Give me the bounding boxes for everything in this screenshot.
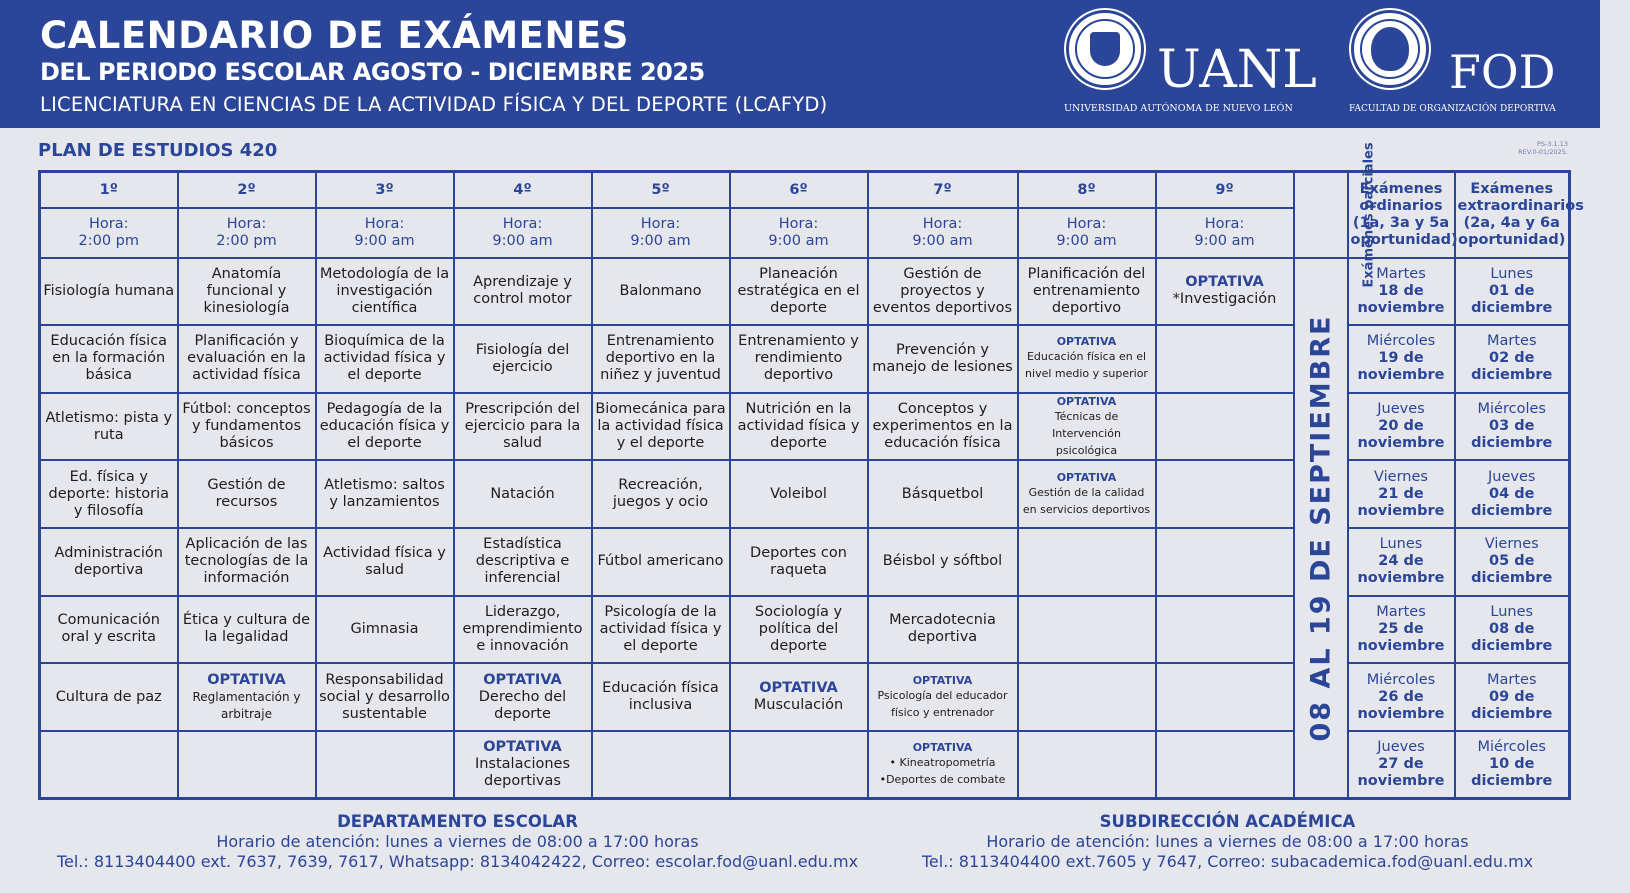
extraordinary-exam-date [1455, 596, 1570, 664]
subject-cell [40, 325, 178, 393]
exam-day: Miércoles [1477, 401, 1546, 418]
uanl-logo-subtitle: UNIVERSIDAD AUTÓNOMA DE NUEVO LEÓN [1064, 103, 1293, 114]
subject-cell [1018, 393, 1156, 461]
ordinary-exam-date [1348, 460, 1455, 528]
subject-cell [316, 528, 454, 596]
subject-name: Instalaciones deportivas [474, 755, 571, 789]
subject-cell [730, 528, 868, 596]
subject-name: Básquetbol [901, 485, 984, 502]
subject-cell [316, 393, 454, 461]
subject-name: Administración deportiva [54, 544, 163, 578]
subject-cell [592, 731, 730, 799]
subject-cell [1156, 460, 1294, 528]
subject-cell [178, 258, 316, 326]
exam-day: Martes [1486, 671, 1537, 688]
exam-day: Miércoles [1366, 671, 1436, 688]
time-label: Hora: [226, 215, 267, 232]
subject-cell [1156, 663, 1294, 731]
subject-cell [1018, 460, 1156, 528]
subject-name: Voleibol [770, 485, 827, 502]
subject-cell [1156, 325, 1294, 393]
subject-cell [868, 731, 1018, 799]
subject-cell [730, 393, 868, 461]
subject-cell [868, 596, 1018, 664]
subject-name: Psicología de la actividad física y el deporte [599, 603, 722, 654]
fod-logo-subtitle: FACULTAD DE ORGANIZACIÓN DEPORTIVA [1349, 104, 1556, 114]
semester-header: 9º [1156, 172, 1294, 209]
subject-name: Anatomía funcional y kinesiología [203, 265, 290, 316]
exam-date: 02 de diciembre [1471, 350, 1553, 384]
exam-day: Lunes [1379, 536, 1423, 553]
ordinary-exam-date [1348, 663, 1455, 731]
subject-cell [178, 528, 316, 596]
exam-day: Martes [1376, 265, 1426, 282]
time-label: Hora: [88, 215, 129, 232]
exam-day: Miércoles [1366, 333, 1436, 350]
extraordinary-exam-date [1455, 731, 1570, 799]
subject-cell [1018, 258, 1156, 326]
optativa-label: OPTATIVA [483, 671, 562, 688]
subject-cell [316, 460, 454, 528]
exam-day: Lunes [1490, 603, 1534, 620]
subject-name: •Deportes de combate [879, 772, 1006, 786]
partial-exams-header [1294, 142, 1377, 288]
extraordinary-exam-date [1455, 663, 1570, 731]
subject-name: Pedagogía de la educación física y el deporte [319, 401, 450, 452]
subject-name: Actividad física y salud [323, 544, 446, 578]
subject-cell [454, 731, 592, 799]
subject-name: Derecho del deporte [478, 688, 567, 722]
subject-cell [868, 528, 1018, 596]
subject-cell [1018, 731, 1156, 799]
subject-name: Fútbol americano [597, 553, 724, 570]
footer-right-contact: Tel.: 8113404400 ext.7605 y 7647, Correo: subacademica.fod@uanl.edu.mx [921, 852, 1534, 871]
optativa-label: OPTATIVA [759, 680, 838, 696]
subject-cell [178, 325, 316, 393]
semester-header: 7º [868, 172, 1018, 209]
subject-cell [592, 663, 730, 731]
subject-cell [454, 663, 592, 731]
subject-cell [592, 596, 730, 664]
exam-time [316, 208, 454, 257]
subject-cell [1018, 325, 1156, 393]
subject-name: Liderazgo, emprendimiento e innovación [462, 603, 583, 654]
time-label: Hora: [1204, 215, 1245, 232]
subject-cell [1156, 393, 1294, 461]
footer-right-hours: Horario de atención: lunes a viernes de 08:00 a 17:00 horas [986, 832, 1469, 851]
exam-day: Jueves [1377, 738, 1425, 755]
exam-date: 25 de noviembre [1357, 620, 1445, 654]
subject-name: Educación física en la formación básica [50, 333, 168, 384]
subject-cell [178, 731, 316, 799]
subject-name: Conceptos y experimentos en la educación física [872, 401, 1013, 452]
exam-day: Viernes [1374, 468, 1428, 485]
subject-cell [592, 325, 730, 393]
subject-name: Mercadotecnia deportiva [889, 612, 996, 646]
subject-cell [40, 460, 178, 528]
header-banner [0, 0, 1600, 128]
subject-name: Biomecánica para la actividad física y el deporte [595, 401, 726, 452]
partial-exams-dates [1294, 258, 1348, 799]
uanl-logo-text: UANL [1157, 40, 1317, 100]
ordinary-exam-date [1348, 731, 1455, 799]
time-label: Hora: [922, 215, 963, 232]
subject-name: Planificación del entrenamiento deportivo [1027, 265, 1146, 316]
exam-time [592, 208, 730, 257]
subject-cell [1156, 528, 1294, 596]
time-value: 2:00 pm [216, 232, 277, 249]
exam-time [868, 208, 1018, 257]
footer-academic-office [825, 812, 1630, 872]
semester-header: 8º [1018, 172, 1156, 209]
exam-time [730, 208, 868, 257]
subject-name: Ética y cultura de la legalidad [182, 612, 311, 646]
time-value: 9:00 am [912, 232, 973, 249]
semester-header-row [40, 172, 1570, 209]
subject-cell [40, 528, 178, 596]
subject-cell [1018, 528, 1156, 596]
subject-cell [178, 596, 316, 664]
subject-name: Gestión de recursos [207, 477, 286, 511]
subject-name: Natación [490, 485, 555, 502]
partial-exams-dates-label: 08 AL 19 DE SEPTIEMBRE [1305, 314, 1336, 742]
exam-date: 24 de noviembre [1357, 553, 1445, 587]
exam-date: 09 de diciembre [1471, 688, 1553, 722]
subject-cell [178, 393, 316, 461]
subject-cell [454, 528, 592, 596]
exam-day: Lunes [1490, 265, 1534, 282]
subject-cell [316, 325, 454, 393]
exam-date: 19 de noviembre [1357, 350, 1445, 384]
subject-name: Atletismo: pista y ruta [45, 409, 173, 443]
subject-cell [1018, 663, 1156, 731]
subject-cell [730, 258, 868, 326]
semester-header: 2º [178, 172, 316, 209]
subject-cell [316, 731, 454, 799]
ordinary-exam-date [1348, 596, 1455, 664]
optativa-label: OPTATIVA [1056, 470, 1117, 484]
exam-date: 01 de diciembre [1471, 282, 1553, 316]
subject-cell [868, 258, 1018, 326]
exam-time [454, 208, 592, 257]
subject-name: Reglamentación y arbitraje [192, 689, 301, 721]
subject-name: Estadística descriptiva e inferencial [475, 536, 570, 587]
exam-day: Jueves [1377, 401, 1425, 418]
time-label: Hora: [364, 215, 405, 232]
optativa-label: OPTATIVA [1056, 394, 1117, 408]
extraordinary-exam-date [1455, 325, 1570, 393]
subject-cell [1156, 596, 1294, 664]
fod-logo-text: FOD [1449, 45, 1556, 99]
subject-name: Atletismo: saltos y lanzamientos [324, 477, 445, 511]
uanl-seal-logo [1066, 10, 1144, 88]
footer-school-department [0, 812, 915, 872]
optativa-label: OPTATIVA [912, 740, 973, 754]
subject-name: Gestión de la calidad en servicios deportivos [1022, 485, 1151, 516]
optativa-label: OPTATIVA [1056, 335, 1117, 349]
subject-cell [178, 460, 316, 528]
time-value: 9:00 am [630, 232, 691, 249]
subject-name: Metodología de la investigación científica [319, 265, 450, 316]
ordinary-exams-header: Exámenes ordinarios (1a, 3a y 5a oportunidad) [1348, 172, 1455, 258]
subject-cell [868, 325, 1018, 393]
extraordinary-exams-header: Exámenes extraordinarios (2a, 4a y 6a oportunidad) [1455, 172, 1570, 258]
subject-name: Ed. física y deporte: historia y filosofía [48, 468, 169, 519]
subject-name: Entrenamiento deportivo en la niñez y juventud [600, 333, 721, 384]
exam-day: Viernes [1484, 536, 1539, 553]
exam-date: 08 de diciembre [1471, 620, 1553, 654]
subject-cell [40, 731, 178, 799]
time-value: 9:00 am [492, 232, 553, 249]
exam-time [1018, 208, 1156, 257]
subject-cell [730, 731, 868, 799]
subject-cell [454, 460, 592, 528]
ordinary-exam-date [1348, 325, 1455, 393]
subject-cell [868, 460, 1018, 528]
exam-time [1156, 208, 1294, 257]
time-label: Hora: [640, 215, 681, 232]
time-value: 9:00 am [1056, 232, 1117, 249]
semester-header: 6º [730, 172, 868, 209]
subject-cell [592, 528, 730, 596]
time-label: Hora: [778, 215, 819, 232]
subject-cell [40, 393, 178, 461]
subject-name: Musculación [753, 697, 844, 713]
exam-date: 03 de diciembre [1471, 418, 1553, 452]
page-title: CALENDARIO DE EXÁMENES [40, 14, 629, 57]
semester-header: 5º [592, 172, 730, 209]
subject-cell [1156, 258, 1294, 326]
subject-cell [40, 663, 178, 731]
exam-time [40, 208, 178, 257]
subject-cell [730, 460, 868, 528]
exam-day: Martes [1486, 333, 1537, 350]
subject-name: Educación física en el nivel medio y superior [1025, 350, 1148, 381]
time-label: Hora: [1066, 215, 1107, 232]
subject-cell [316, 663, 454, 731]
subject-name: Fisiología humana [43, 282, 175, 299]
subject-row [40, 258, 1570, 326]
subject-cell [316, 596, 454, 664]
page-subtitle: DEL PERIODO ESCOLAR AGOSTO - DICIEMBRE 2025 [40, 58, 705, 86]
subject-name: Sociología y política del deporte [754, 603, 843, 654]
exam-date: 26 de noviembre [1357, 688, 1445, 722]
subject-name: Entrenamiento y rendimiento deportivo [738, 333, 859, 384]
subject-name: Psicología del educador físico y entrenador [877, 688, 1008, 719]
subject-name: Nutrición en la actividad física y deporte [737, 401, 860, 452]
exam-date: 18 de noviembre [1357, 282, 1445, 316]
exam-date: 10 de diciembre [1471, 755, 1553, 789]
exam-time [178, 208, 316, 257]
subject-name: Aprendizaje y control motor [473, 274, 572, 308]
subject-name: Gimnasia [350, 620, 419, 637]
exam-date: 27 de noviembre [1357, 755, 1445, 789]
subject-name: Técnicas de Intervención psicológica [1052, 409, 1121, 457]
optativa-label: OPTATIVA [912, 673, 973, 687]
subject-cell [454, 596, 592, 664]
subject-name: Bioquímica de la actividad física y el deporte [323, 333, 446, 384]
program-name: LICENCIATURA EN CIENCIAS DE LA ACTIVIDAD FÍSICA Y DEL DEPORTE (LCAFYD) [40, 93, 828, 116]
revision-code: PS-3.1.13 REV.0-01/2025. [1518, 140, 1568, 156]
subject-name: Prevención y manejo de lesiones [872, 341, 1013, 375]
subject-cell [316, 258, 454, 326]
subject-cell [40, 258, 178, 326]
study-plan-label: PLAN DE ESTUDIOS 420 [38, 140, 278, 161]
time-value: 2:00 pm [78, 232, 139, 249]
subject-name: Cultura de paz [55, 688, 162, 705]
exam-date: 04 de diciembre [1471, 485, 1553, 519]
subject-name: Planeación estratégica en el deporte [737, 265, 860, 316]
exam-day: Jueves [1488, 468, 1536, 485]
subject-cell [1156, 731, 1294, 799]
extraordinary-exam-date [1455, 258, 1570, 326]
extraordinary-exam-date [1455, 393, 1570, 461]
subject-cell [454, 258, 592, 326]
subject-name: Balonmano [619, 282, 702, 299]
semester-header: 4º [454, 172, 592, 209]
subject-name: Recreación, juegos y ocio [612, 477, 709, 511]
subject-cell [454, 393, 592, 461]
semester-header: 1º [40, 172, 178, 209]
time-value: 9:00 am [354, 232, 415, 249]
subject-cell [592, 460, 730, 528]
exam-date: 21 de noviembre [1357, 485, 1445, 519]
subject-name: Deportes con raqueta [750, 544, 847, 578]
footer-left-contact: Tel.: 8113404400 ext. 7637, 7639, 7617, Whatsapp: 8134042422, Correo: escolar.fod@uanl.edu.mx [56, 852, 859, 871]
subject-cell [178, 663, 316, 731]
exam-day: Martes [1376, 603, 1426, 620]
subject-cell [868, 393, 1018, 461]
subject-cell [454, 325, 592, 393]
footer-left-title: DEPARTAMENTO ESCOLAR [337, 812, 578, 831]
exam-date: 20 de noviembre [1357, 418, 1445, 452]
subject-name: Gestión de proyectos y eventos deportivos [872, 265, 1013, 316]
subject-cell [730, 596, 868, 664]
extraordinary-exam-date [1455, 528, 1570, 596]
subject-name: Educación física inclusiva [602, 680, 719, 713]
subject-name: Béisbol y sóftbol [882, 553, 1003, 570]
subject-name: Responsabilidad social y desarrollo sustentable [319, 671, 450, 722]
exam-day: Miércoles [1477, 738, 1546, 755]
subject-name: *Investigación [1172, 291, 1277, 308]
subject-name: Fisiología del ejercicio [475, 341, 570, 375]
subject-name: Prescripción del ejercicio para la salud [464, 401, 581, 452]
optativa-label: OPTATIVA [1185, 274, 1264, 291]
subject-name: Aplicación de las tecnologías de la información [184, 536, 309, 587]
subject-cell [730, 325, 868, 393]
subject-cell [40, 596, 178, 664]
subject-cell [868, 663, 1018, 731]
subject-name: Planificación y evaluación en la actividad física [187, 333, 306, 384]
time-label: Hora: [502, 215, 543, 232]
semester-header: 3º [316, 172, 454, 209]
subject-cell [730, 663, 868, 731]
subject-cell [592, 393, 730, 461]
fod-seal-logo [1351, 10, 1429, 88]
optativa-label: OPTATIVA [483, 738, 562, 755]
partial-exams-header-label: Exámenes parciales [1361, 142, 1377, 288]
ordinary-exam-date [1348, 528, 1455, 596]
subject-name: Fútbol: conceptos y fundamentos básicos [182, 401, 311, 452]
subject-cell [1018, 596, 1156, 664]
optativa-label: OPTATIVA [207, 671, 286, 688]
exam-date: 05 de diciembre [1471, 553, 1553, 587]
extraordinary-exam-date [1455, 460, 1570, 528]
subject-name: • Kineatropometría [889, 755, 996, 769]
footer-right-title: SUBDIRECCIÓN ACADÉMICA [1099, 812, 1356, 831]
time-value: 9:00 am [768, 232, 829, 249]
subject-name: Comunicación oral y escrita [57, 612, 160, 646]
ordinary-exam-date [1348, 393, 1455, 461]
time-value: 9:00 am [1194, 232, 1255, 249]
subject-cell [592, 258, 730, 326]
footer-left-hours: Horario de atención: lunes a viernes de 08:00 a 17:00 horas [216, 832, 699, 851]
